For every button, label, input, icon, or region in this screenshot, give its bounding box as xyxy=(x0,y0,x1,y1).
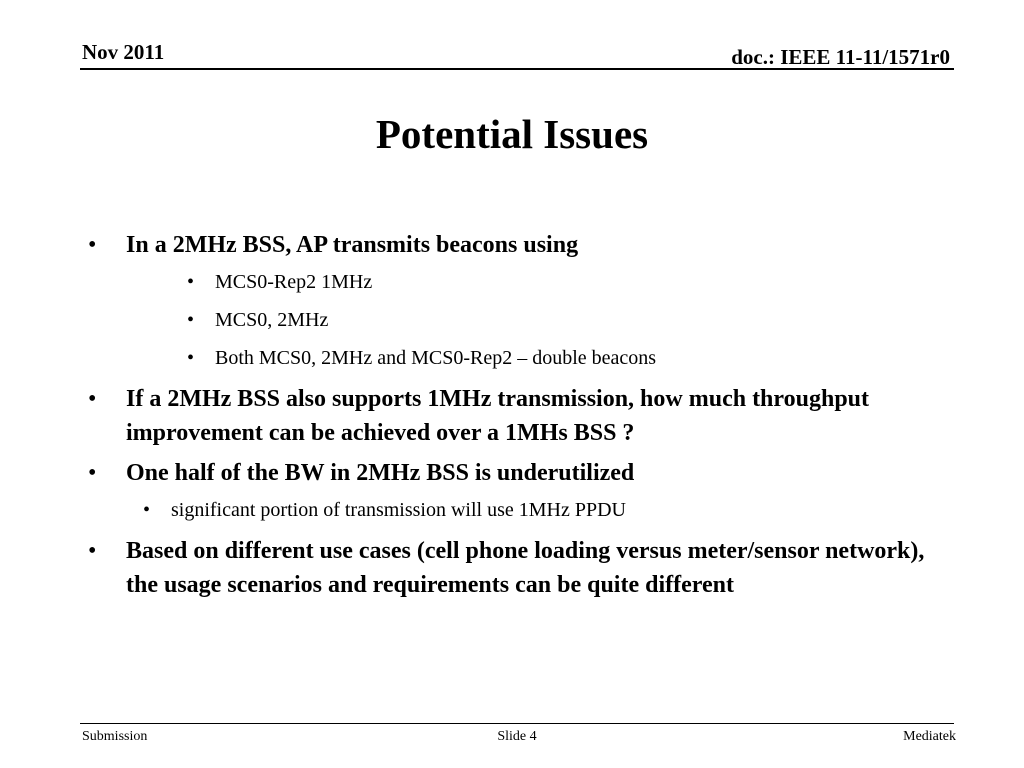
bullet-item xyxy=(88,456,926,490)
bullet-icon: • xyxy=(88,232,97,258)
bullet-icon: • xyxy=(88,460,97,486)
bullet-item xyxy=(88,228,926,262)
bullet-icon: • xyxy=(187,347,195,369)
bullet-icon: • xyxy=(88,538,97,564)
sub-bullet-text: MCS0-Rep2 1MHz xyxy=(215,271,373,293)
footer-slide-number: Slide 4 xyxy=(497,729,537,744)
sub-bullet-text: Both MCS0, 2MHz and MCS0-Rep2 – double beacons xyxy=(215,347,657,369)
bullet-item xyxy=(88,382,926,450)
footer-company: Mediatek xyxy=(903,729,956,744)
bullet-text: Based on different use cases (cell phone loading versus meter/sensor network), the usage scenarios and requirements can be quite different xyxy=(126,538,925,598)
sub-bullet-text: MCS0, 2MHz xyxy=(215,309,329,331)
bullet-icon: • xyxy=(143,499,151,521)
sub-bullet-item xyxy=(187,268,935,296)
bullet-icon: • xyxy=(187,309,195,331)
header-date: Nov 2011 xyxy=(82,40,165,64)
bullet-text: One half of the BW in 2MHz BSS is underutilized xyxy=(126,460,635,486)
bullet-text: In a 2MHz BSS, AP transmits beacons using xyxy=(126,232,579,258)
header-divider xyxy=(80,68,954,70)
slide-body xyxy=(0,228,1024,608)
sub-bullet-item xyxy=(143,496,931,524)
sub-bullet-item xyxy=(187,306,935,334)
slide-title: Potential Issues xyxy=(375,111,649,157)
sub-bullet-item xyxy=(187,344,935,372)
bullet-icon: • xyxy=(187,271,195,293)
footer-submission: Submission xyxy=(82,729,148,744)
bullet-item xyxy=(88,534,926,602)
bullet-icon: • xyxy=(88,386,97,412)
sub-bullet-text: significant portion of transmission will use 1MHz PPDU xyxy=(171,499,626,521)
bullet-text: If a 2MHz BSS also supports 1MHz transmission, how much throughput improvement can be achieved over a 1MHs BSS ? xyxy=(126,386,870,446)
footer-divider xyxy=(80,723,954,724)
header-doc-id: doc.: IEEE 11-11/1571r0 xyxy=(731,45,950,69)
